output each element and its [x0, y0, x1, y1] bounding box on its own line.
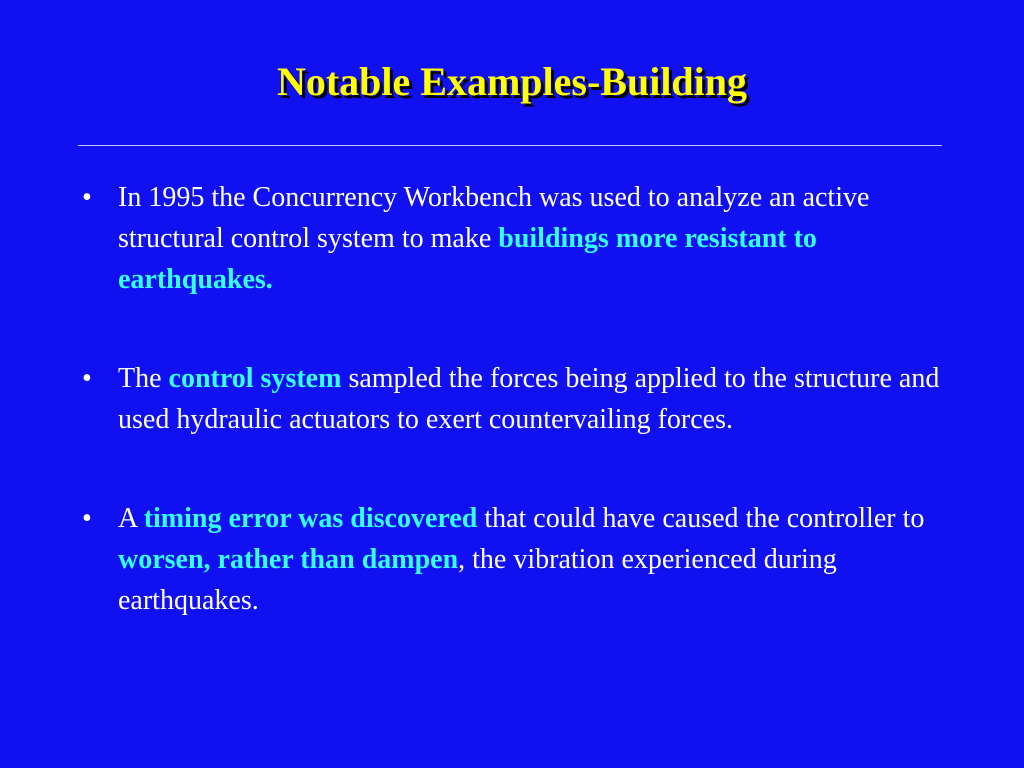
bullet-3-text-end: , the vibration experienced during earthquakes. — [118, 544, 837, 616]
bullet-list — [80, 177, 940, 679]
slide-title: Notable Examples-Building — [276, 59, 748, 104]
bullet-1-highlight: buildings more resistant to earthquakes. — [118, 223, 817, 295]
bullet-item-3 — [80, 498, 940, 621]
bullet-2-text-end: sampled the forces being applied to the structure and used hydraulic actuators to exert countervailing forces. — [118, 363, 940, 435]
bullet-3-text-middle: that could have caused the controller to — [477, 503, 925, 534]
bullet-3-highlight-1: timing error was discovered — [143, 503, 478, 534]
bullet-3-text-start: A — [118, 503, 144, 534]
bullet-glyph: • — [82, 182, 92, 213]
bullet-glyph: • — [82, 363, 92, 394]
bullet-item-1 — [80, 177, 940, 300]
bullet-3-highlight-2: worsen, rather than dampen — [118, 544, 459, 575]
bullet-glyph: • — [82, 503, 92, 534]
title-divider — [78, 145, 942, 146]
bullet-1-text: In 1995 the Concurrency Workbench was used to analyze an active structural control system to make — [118, 182, 870, 254]
bullet-item-2 — [80, 358, 940, 440]
bullet-2-text-start: The — [118, 363, 169, 394]
bullet-2-highlight: control system — [168, 363, 342, 394]
